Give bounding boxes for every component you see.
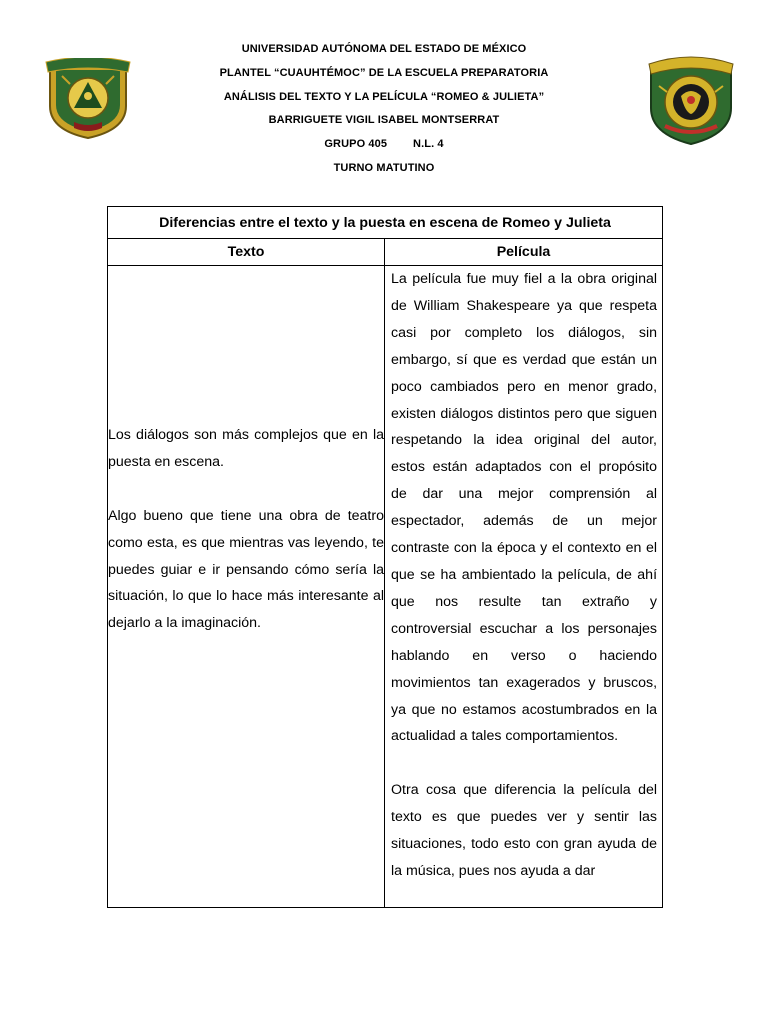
list-number: N.L. 4 — [413, 138, 444, 151]
university-name: UNIVERSIDAD AUTÓNOMA DEL ESTADO DE MÉXICO — [241, 43, 527, 55]
text-paragraph: Algo bueno que tiene una obra de teatro como esta, es que mientras vas leyendo, te puedes guiar e ir pensando cómo sería la situación, lo que lo hace más interesante al dejarlo a la imaginación. — [108, 507, 384, 632]
film-paragraph: Otra cosa que diferencia la película del texto es que puedes ver y sentir las situaciones, todo esto con gran ayuda de la música, pues nos ayuda a dar — [391, 782, 658, 879]
group-line — [0, 137, 768, 161]
column-header-text: Texto — [108, 239, 385, 266]
group-number: GRUPO 405 — [324, 138, 388, 151]
film-paragraph: La película fue muy fiel a la obra original de William Shakespeare ya que respeta casi por completo los diálogos, sin embargo, sí que es verdad que están un poco cambiados pero en menor grado, existen diálogos distintos pero que siguen respetando la idea original del autor, estos están adaptados con el propósito de dar una mejor comprensión al espectador, además de un mejor contraste con la época y el contexto en el que se ha ambientado la película, de ahí que nos resulte tan extraño y controversial escuchar a los personajes hablando en verso o haciendo movimientos tan exagerados y bruscos, ya que no estamos acostumbrados en la actualidad a tales comportamientos. — [391, 271, 658, 745]
shift: TURNO MATUTINO — [333, 161, 435, 174]
column-header-film: Película — [385, 239, 663, 266]
analysis-title: ANÁLISIS DEL TEXTO Y LA PELÍCULA “ROMEO & JULIETA” — [223, 90, 545, 103]
film-cell — [385, 266, 663, 908]
text-cell — [108, 266, 385, 908]
text-paragraph: Los diálogos son más complejos que en la puesta en escena. — [108, 427, 384, 470]
student-name: BARRIGUETE VIGIL ISABEL MONTSERRAT — [268, 114, 500, 127]
comparison-table — [107, 206, 663, 908]
table-title: Diferencias entre el texto y la puesta en escena de Romeo y Julieta — [108, 207, 663, 239]
campus-name: PLANTEL “CUAUHTÉMOC” DE LA ESCUELA PREPARATORIA — [219, 66, 549, 79]
document-header — [0, 42, 768, 185]
